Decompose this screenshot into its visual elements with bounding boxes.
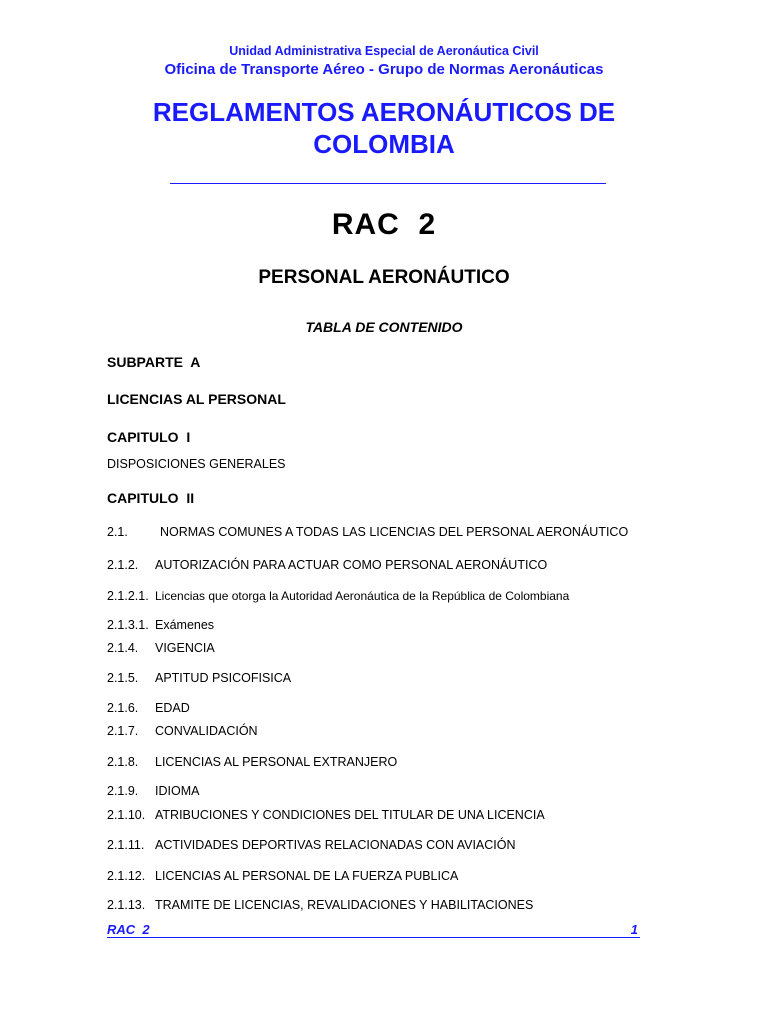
- chapter-2-heading: CAPITULO II: [107, 490, 195, 506]
- toc-entry-number: 2.1.9.: [107, 784, 139, 798]
- toc-entry-number: 2.1.: [107, 525, 128, 539]
- toc-entry-number: 2.1.13.: [107, 898, 146, 912]
- document-title-line1: REGLAMENTOS AERONÁUTICOS DE: [152, 97, 616, 127]
- toc-entry-number: 2.1.5.: [107, 671, 139, 685]
- toc-entry-number: 2.1.10.: [107, 808, 146, 822]
- toc-entry-text: TRAMITE DE LICENCIAS, REVALIDACIONES Y HABILITACIONES: [155, 898, 534, 912]
- disposiciones-text: DISPOSICIONES GENERALES: [107, 457, 286, 471]
- toc-title: TABLA DE CONTENIDO: [305, 319, 463, 335]
- rac-number: RAC 2: [331, 208, 437, 241]
- toc-entry-text: APTITUD PSICOFISICA: [155, 671, 292, 685]
- toc-entry-number: 2.1.2.1.: [107, 589, 149, 603]
- toc-entry-text: LICENCIAS AL PERSONAL EXTRANJERO: [155, 755, 398, 769]
- toc-entry-text: ATRIBUCIONES Y CONDICIONES DEL TITULAR DE UNA LICENCIA: [155, 808, 545, 822]
- toc-entry-number: 2.1.2.: [107, 558, 139, 572]
- toc-entry-number: 2.1.4.: [107, 641, 139, 655]
- licencias-heading: LICENCIAS AL PERSONAL: [107, 391, 286, 407]
- toc-entry-text: IDIOMA: [155, 784, 200, 798]
- document-subtitle: PERSONAL AERONÁUTICO: [258, 267, 510, 288]
- toc-entry-number: 2.1.11.: [107, 838, 145, 852]
- toc-entry-text: AUTORIZACIÓN PARA ACTUAR COMO PERSONAL AERONÁUTICO: [155, 558, 548, 572]
- document-title: [0, 96, 768, 160]
- document-title-line2: COLOMBIA: [313, 129, 455, 159]
- header-office: Oficina de Transporte Aéreo - Grupo de Normas Aeronáuticas: [164, 61, 604, 78]
- title-divider: [170, 183, 606, 184]
- subparte-heading: SUBPARTE A: [107, 354, 201, 370]
- toc-entry-text: EDAD: [155, 701, 190, 715]
- toc-entry-text: VIGENCIA: [155, 641, 215, 655]
- toc-entry-number: 2.1.7.: [107, 724, 139, 738]
- toc-entry-text: CONVALIDACIÓN: [155, 724, 258, 738]
- footer-rule: [107, 937, 640, 938]
- footer-rac-label: RAC 2: [107, 922, 150, 937]
- toc-entry-text: ACTIVIDADES DEPORTIVAS RELACIONADAS CON AVIACIÓN: [155, 838, 516, 852]
- toc-entry-number: 2.1.12.: [107, 869, 146, 883]
- toc-entry-text: NORMAS COMUNES A TODAS LAS LICENCIAS DEL PERSONAL AERONÁUTICO: [160, 525, 629, 539]
- header-agency: Unidad Administrativa Especial de Aeronáutica Civil: [229, 44, 539, 58]
- toc-entry-text: Exámenes: [155, 618, 215, 632]
- toc-entry-number: 2.1.8.: [107, 755, 139, 769]
- chapter-1-heading: CAPITULO I: [107, 429, 191, 445]
- toc-entry-text: LICENCIAS AL PERSONAL DE LA FUERZA PUBLICA: [155, 869, 459, 883]
- toc-entry-number: 2.1.3.1.: [107, 618, 149, 632]
- toc-entry-text: Licencias que otorga la Autoridad Aeronáutica de la República de Colombiana: [155, 589, 570, 603]
- toc-entry-number: 2.1.6.: [107, 701, 139, 715]
- page-number: 1: [630, 922, 638, 937]
